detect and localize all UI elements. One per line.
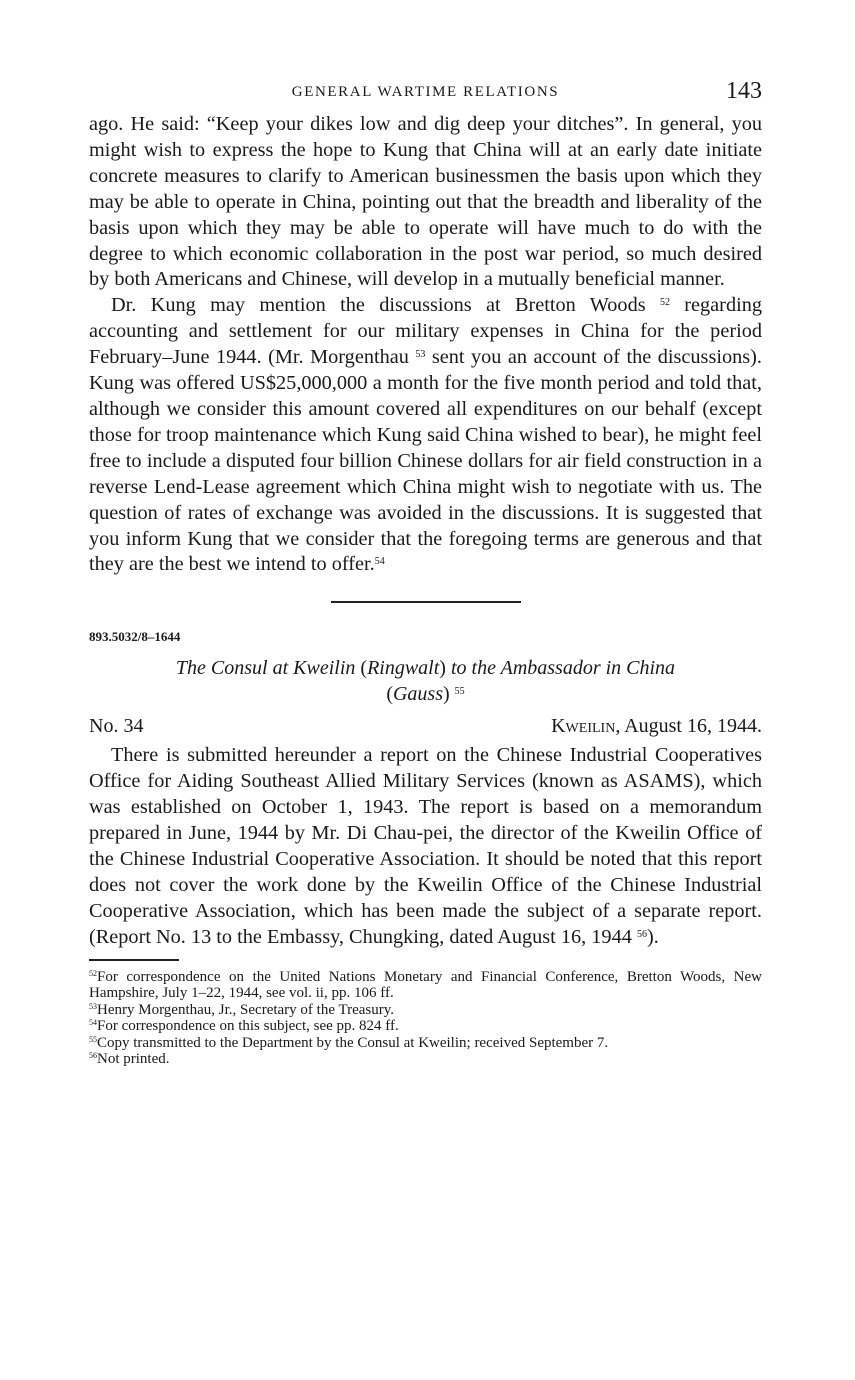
p2-text-c: sent you an account of the discussions). Kung was offered US$25,000,000 a month for the five month period and told that, although we consider this amount covered all expenditures on our behalf (except those for troop maintenance which Kung said China wished to bear), he might feel free to include a disputed four billion Chinese dollars for air field construction in a reverse Lend-Lease agreement which China might wish to negotiate with us. The question of rates of exchange was avoided in the discussions. It is suggested that you inform Kung that we consider that the foregoing terms are generous and that they are the best we intend to offer. [89,346,762,576]
footnotes [89,969,762,1068]
footnote-text: For correspondence on this subject, see pp. 824 ff. [97,1018,399,1035]
file-number: 893.5032/8–1644 [89,629,181,645]
dateline [89,713,762,741]
footnote-divider [89,959,179,961]
footnote-ref-55[interactable]: 55 [454,686,465,698]
running-head-title: GENERAL WARTIME RELATIONS [291,84,560,100]
p2-text-a: Dr. Kung may mention the discussions at Bretton Woods [111,294,646,317]
footnote-54 [89,1018,762,1035]
footnote-53 [89,1002,762,1019]
page-number: 143 [726,78,762,104]
title-part-4: Gauss [392,683,443,706]
p2-text-b: regarding accounting and settlement for our military expenses in China for the period February–June 1944. (Mr. Morgenthau [89,294,762,369]
place: Kweilin [551,715,616,738]
page [89,78,762,1068]
footnote-number: 56 [89,1051,97,1061]
body-paragraph-2 [89,293,762,578]
title-paren-close-2: ) [443,683,450,706]
running-head [89,78,762,112]
title-paren-open-1: ( [360,657,368,680]
footnote-ref-52[interactable]: 52 [659,297,670,309]
footnote-ref-53[interactable]: 53 [415,349,426,361]
section-divider [331,601,521,603]
body-paragraph-3 [89,743,762,950]
title-part-3: to the Ambassador in China [445,657,676,680]
footnote-55 [89,1035,762,1052]
footnote-text: For correspondence on the United Nations Monetary and Financial Conference, Bretton Woods, New Hampshire, July 1–22, 1944, see vol. ii, pp. 106 ff. [89,968,762,1002]
footnote-text: Henry Morgenthau, Jr., Secretary of the Treasury. [97,1001,395,1018]
document-number: No. 34 [89,715,144,738]
footnote-number: 55 [89,1034,97,1044]
place-date [551,713,762,739]
body-paragraph-1: ago. He said: “Keep your dikes low and dig deep your ditches”. In general, you might wish to express the hope to Kung that China will at an early date initiate concrete measures to clarify to American businessmen the basis upon which they may be able to operate in China, pointing out that the breadth and liberality of the basis upon which they may be able to operate will have much to do with the degree to which economic collaboration in the post war period, so much desired by both Americans and Chinese, will develop in a mutually beneficial manner. [89,113,762,291]
title-paren-open-2: ( [386,683,393,706]
footnote-text: Copy transmitted to the Department by the Consul at Kweilin; received September 7. [97,1034,609,1051]
title-part-2: Ringwalt [367,657,440,680]
title-paren-close-1: ) [439,657,446,680]
document-title [89,655,762,707]
footnote-52 [89,969,762,1002]
footnote-number: 52 [89,968,97,978]
date: , August 16, 1944. [615,715,762,738]
footnote-text: Not printed. [97,1051,170,1068]
footnote-ref-56[interactable]: 56 [636,928,647,940]
p3-text-b: ). [646,925,659,948]
p3-text-a: There is submitted hereunder a report on the Chinese Industrial Cooperatives Office for Aiding Southeast Allied Military Services (known as ASAMS), which was established on October 1, 1943. The report is based on a memorandum prepared in June, 1944 by Mr. Di Chau-pei, the director of the Kweilin Office of the Chinese Industrial Cooperative Association. It should be noted that this report does not cover the work done by the Kweilin Office of the Chinese Industrial Cooperative Association, which has been made the subject of a separate report. (Report No. 13 to the Embassy, Chungking, dated August 16, 1944 [89,744,762,948]
footnote-56 [89,1051,762,1068]
title-part-1: The Consul at Kweilin [175,657,356,680]
footnote-number: 53 [89,1001,97,1011]
footnote-ref-54[interactable]: 54 [374,556,385,568]
footnote-number: 54 [89,1018,97,1028]
